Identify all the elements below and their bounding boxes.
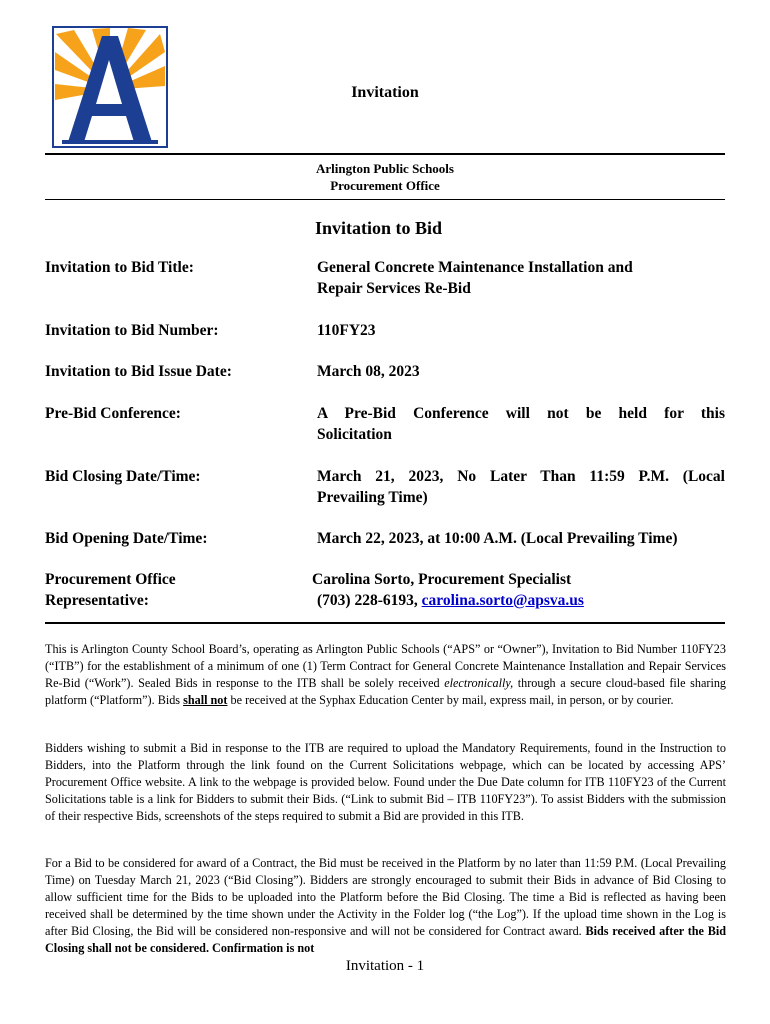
field-opening-label: Bid Opening Date/Time: [45, 530, 208, 547]
rep-email-link[interactable]: carolina.sorto@apsva.us [421, 592, 584, 609]
org-office: Procurement Office [330, 178, 440, 193]
page-footer: Invitation - 1 [345, 958, 425, 974]
field-issue-date-label: Invitation to Bid Issue Date: [45, 363, 232, 380]
field-number-value: 110FY23 [317, 322, 376, 339]
field-number-label: Invitation to Bid Number: [45, 322, 219, 339]
field-prebid-value: A Pre-Bid Conference will not be held for this Solicitation [317, 405, 725, 443]
rep-phone: (703) 228-6193, [317, 592, 418, 609]
field-opening-value: March 22, 2023, at 10:00 A.M. (Local Prevailing Time) [317, 530, 678, 547]
field-title-value: General Concrete Maintenance Installation and Repair Services Re-Bid [317, 259, 633, 297]
page-header-title: Invitation [351, 84, 419, 101]
field-issue-date-value: March 08, 2023 [317, 363, 420, 380]
field-closing-label: Bid Closing Date/Time: [45, 468, 201, 485]
rep-name: Carolina Sorto, Procurement Specialist [312, 571, 572, 588]
intro-paragraph: This is Arlington County School Board’s, operating as Arlington Public Schools (“APS” or “Owner”), Invitation to Bid Number 110FY23 (“ITB”) for the establishment of a minimum of one (1) Term Contract for General Concrete Maintenance Installation and Repair Services Re-Bid (“Work”). Sealed Bids in response to the ITB shall be solely received electronically, through a secure cloud-based file sharing platform (“Platform”). Bids shall not be received at the Syphax Education Center by mail, express mail, in person, or by courier. [45, 642, 727, 707]
field-closing-value: March 21, 2023, No Later Than 11:59 P.M. (Local Prevailing Time) [317, 468, 725, 506]
fields-divider [45, 622, 725, 624]
bid-closing-paragraph: For a Bid to be considered for award of a Contract, the Bid must be received in the Platform by no later than 11:59 P.M. (Local Prevailing Time) on Tuesday March 21, 2023 (“Bid Closing”). Bidders are strongly encouraged to submit their Bids in advance of Bid Closing to allow sufficient time for the Bids to be uploaded into the Platform before the Bid Closing. The time a Bid is reflected as having been received shall be determined by the time shown under the Activity in the Folder log (“the Log”). If the upload time shown in the Log is after Bid Closing, the Bid will be considered non-responsive and will not be considered for Contract award. Bids received after the Bid Closing shall not be considered. Confirmation is not [45, 856, 726, 955]
field-title-label: Invitation to Bid Title: [45, 259, 194, 276]
submission-paragraph: Bidders wishing to submit a Bid in response to the ITB are required to upload the Mandatory Requirements, found in the Instruction to Bidders, into the Platform through the link found on the Current Solicitations webpage, which can be located by accessing APS’ Procurement Office website. A link to the webpage is provided below. Found under the Due Date column for ITB 110FY23 of the Current Solicitations table is a link for Bidders to submit their Bids. (“Link to submit Bid – ITB 110FY23”). To assist Bidders with the submission of their respective Bids, screenshots of the steps required to submit a Bid are provided in this ITB. [45, 741, 726, 823]
field-prebid-label: Pre-Bid Conference: [45, 405, 181, 422]
itb-heading: Invitation to Bid [315, 218, 443, 238]
rep-label: Procurement Office Representative: [45, 571, 176, 609]
org-divider [45, 199, 725, 200]
org-name: Arlington Public Schools [316, 161, 454, 176]
rep-value [312, 569, 720, 611]
header-divider [45, 153, 725, 155]
